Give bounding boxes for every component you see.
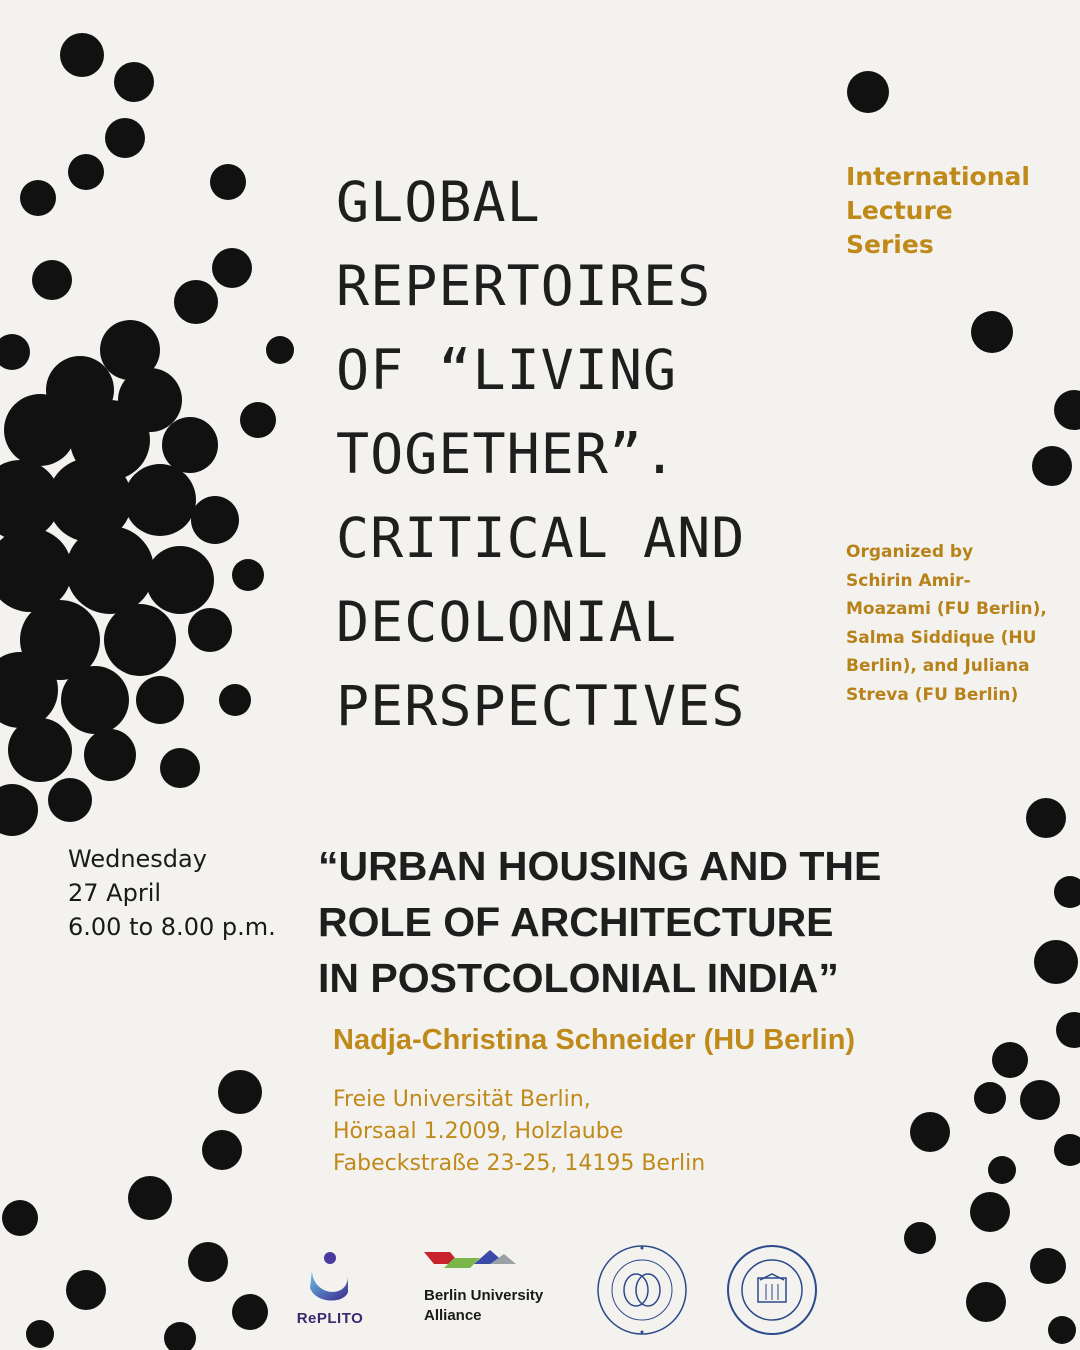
speaker-name: Nadja-Christina Schneider (HU Berlin) <box>333 1024 856 1056</box>
lecture-line: IN POSTCOLONIAL INDIA” <box>318 955 839 1001</box>
venue-line: Freie Universität Berlin, <box>333 1087 591 1112</box>
series-label <box>846 160 1046 262</box>
organizers-line: Schirin Amir- <box>846 570 971 591</box>
series-line: International <box>846 162 1030 191</box>
organizers-line: Salma Siddique (HU <box>846 627 1037 648</box>
organizers-line: Berlin), and Juliana <box>846 656 1030 676</box>
bua-line: Berlin University <box>424 1287 544 1304</box>
title-line: GLOBAL <box>336 170 541 234</box>
title-line: CRITICAL AND <box>336 506 746 570</box>
title-line: REPERTOIRES <box>336 254 712 318</box>
fu-seal-icon <box>726 1244 818 1336</box>
bua-label <box>424 1286 543 1326</box>
venue-address <box>333 1084 833 1180</box>
lecture-title <box>318 838 958 1006</box>
series-line: Series <box>846 230 934 259</box>
lecture-line: ROLE OF ARCHITECTURE <box>318 899 834 945</box>
title-line: TOGETHER”. <box>336 422 678 486</box>
replito-mark-icon <box>290 1248 370 1308</box>
series-line: Lecture <box>846 196 953 225</box>
event-date <box>68 842 308 944</box>
title-line: OF “LIVING <box>336 338 678 402</box>
humboldt-seal-icon <box>596 1244 688 1336</box>
humboldt-university-seal <box>596 1244 688 1336</box>
venue-line: Fabeckstraße 23-25, 14195 Berlin <box>333 1151 706 1176</box>
date-line: 27 April <box>68 879 162 907</box>
freie-universitaet-seal <box>726 1244 818 1336</box>
organizers-line: Organized by <box>846 542 974 562</box>
date-line: Wednesday <box>68 845 207 873</box>
replito-label: RePLITO <box>296 1310 364 1327</box>
date-line: 6.00 to 8.00 p.m. <box>68 913 276 941</box>
bua-mark-icon <box>424 1248 524 1278</box>
title-line: DECOLONIAL <box>336 590 678 654</box>
organizers-text <box>846 538 1056 709</box>
title-line: PERSPECTIVES <box>336 674 746 738</box>
main-title <box>336 160 856 748</box>
organizers-line: Streva (FU Berlin) <box>846 684 1019 705</box>
bua-logo <box>424 1248 584 1328</box>
bua-line: Alliance <box>424 1307 482 1324</box>
lecture-line: “URBAN HOUSING AND THE <box>318 843 882 889</box>
organizers-line: Moazami (FU Berlin), <box>846 599 1047 619</box>
replito-logo <box>290 1248 370 1328</box>
venue-line: Hörsaal 1.2009, Holzlaube <box>333 1119 624 1144</box>
